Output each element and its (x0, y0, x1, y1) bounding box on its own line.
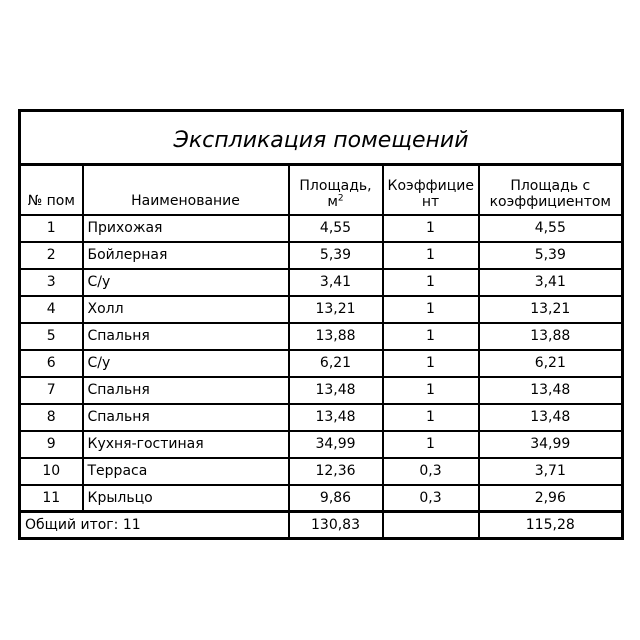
header-number: № пом (20, 165, 83, 215)
header-area-with-coefficient: Площадь с коэффициентом (479, 165, 623, 215)
cell-coefficient: 1 (383, 323, 479, 350)
cell-number: 9 (20, 431, 83, 458)
table-title: Экспликация помещений (20, 111, 623, 165)
cell-number: 2 (20, 242, 83, 269)
header-coefficient: Коэффицие нт (383, 165, 479, 215)
cell-name: С/у (83, 269, 289, 296)
cell-coefficient: 0,3 (383, 458, 479, 485)
cell-number: 7 (20, 377, 83, 404)
cell-coefficient: 0,3 (383, 485, 479, 512)
cell-area: 13,88 (289, 323, 383, 350)
header-row (20, 165, 623, 215)
cell-area: 12,36 (289, 458, 383, 485)
cell-area: 13,48 (289, 404, 383, 431)
header-area-unit-exponent: 2 (337, 193, 344, 204)
cell-name: Терраса (83, 458, 289, 485)
cell-area: 13,21 (289, 296, 383, 323)
cell-area-with-coefficient: 13,48 (479, 404, 623, 431)
header-area-label: Площадь, (299, 178, 372, 195)
cell-number: 11 (20, 485, 83, 512)
cell-number: 10 (20, 458, 83, 485)
table-row (20, 377, 623, 404)
cell-name: Холл (83, 296, 289, 323)
cell-coefficient: 1 (383, 296, 479, 323)
room-schedule-table (18, 109, 624, 540)
header-name: Наименование (83, 165, 289, 215)
cell-area-with-coefficient: 2,96 (479, 485, 623, 512)
cell-name: Прихожая (83, 215, 289, 242)
total-area: 130,83 (289, 512, 383, 539)
cell-coefficient: 1 (383, 242, 479, 269)
table-row (20, 458, 623, 485)
cell-name: Кухня-гостиная (83, 431, 289, 458)
cell-area: 4,55 (289, 215, 383, 242)
cell-number: 8 (20, 404, 83, 431)
cell-name: Спальня (83, 377, 289, 404)
cell-area-with-coefficient: 13,21 (479, 296, 623, 323)
cell-coefficient: 1 (383, 431, 479, 458)
table-row (20, 431, 623, 458)
table-row (20, 323, 623, 350)
table-row (20, 269, 623, 296)
cell-area-with-coefficient: 4,55 (479, 215, 623, 242)
cell-area: 3,41 (289, 269, 383, 296)
title-row (20, 111, 623, 165)
cell-area-with-coefficient: 13,88 (479, 323, 623, 350)
table-row (20, 404, 623, 431)
header-area-unit: м (327, 193, 338, 210)
cell-area-with-coefficient: 6,21 (479, 350, 623, 377)
cell-coefficient: 1 (383, 377, 479, 404)
cell-area-with-coefficient: 3,41 (479, 269, 623, 296)
table-row (20, 350, 623, 377)
cell-number: 5 (20, 323, 83, 350)
cell-number: 1 (20, 215, 83, 242)
total-coefficient (383, 512, 479, 539)
cell-name: Спальня (83, 323, 289, 350)
cell-coefficient: 1 (383, 215, 479, 242)
cell-number: 4 (20, 296, 83, 323)
cell-area: 6,21 (289, 350, 383, 377)
table-row (20, 296, 623, 323)
cell-area-with-coefficient: 5,39 (479, 242, 623, 269)
total-area-with-coefficient: 115,28 (479, 512, 623, 539)
table-row (20, 242, 623, 269)
total-label: Общий итог: 11 (20, 512, 289, 539)
cell-area-with-coefficient: 34,99 (479, 431, 623, 458)
cell-name: Бойлерная (83, 242, 289, 269)
cell-coefficient: 1 (383, 404, 479, 431)
header-area (289, 165, 383, 215)
cell-name: Крыльцо (83, 485, 289, 512)
table-row (20, 485, 623, 512)
total-row (20, 512, 623, 539)
cell-name: Спальня (83, 404, 289, 431)
cell-coefficient: 1 (383, 350, 479, 377)
table-row (20, 215, 623, 242)
cell-coefficient: 1 (383, 269, 479, 296)
cell-area: 9,86 (289, 485, 383, 512)
cell-area-with-coefficient: 13,48 (479, 377, 623, 404)
cell-area: 5,39 (289, 242, 383, 269)
cell-number: 3 (20, 269, 83, 296)
cell-number: 6 (20, 350, 83, 377)
cell-area-with-coefficient: 3,71 (479, 458, 623, 485)
cell-area: 13,48 (289, 377, 383, 404)
cell-area: 34,99 (289, 431, 383, 458)
cell-name: С/у (83, 350, 289, 377)
